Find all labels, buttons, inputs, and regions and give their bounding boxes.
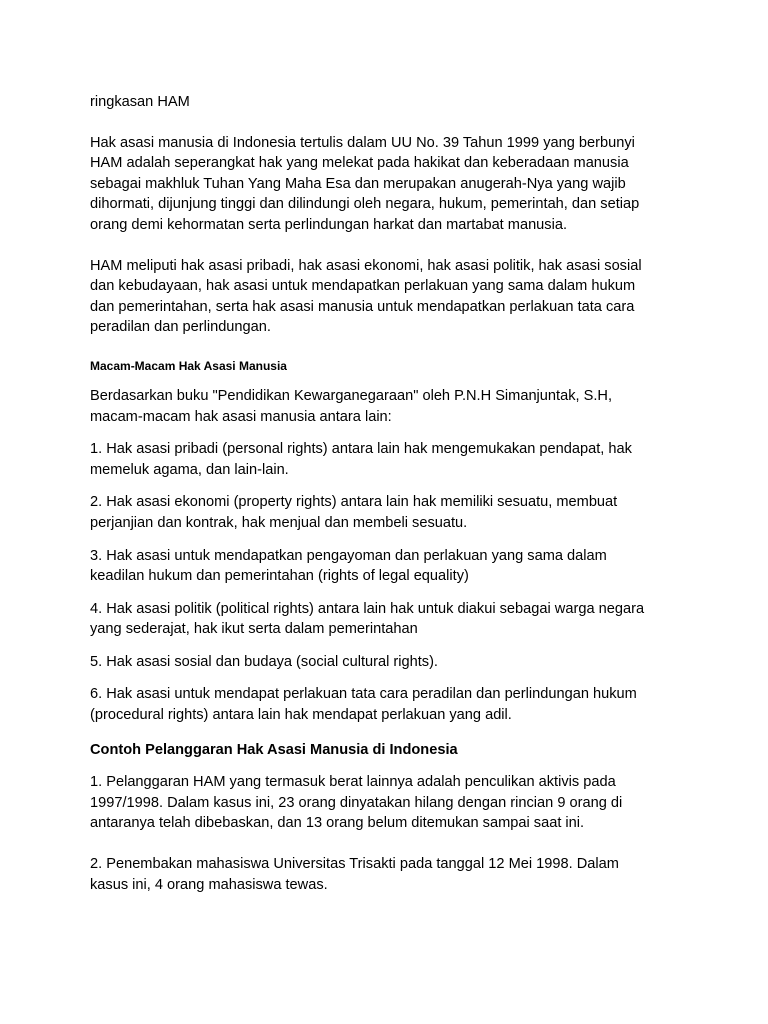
list-item-line: perjanjian dan kontrak, hak menjual dan membeli sesuatu. <box>90 514 468 531</box>
list-item <box>90 599 690 640</box>
lead-line: macam-macam hak asasi manusia antara lain: <box>90 408 392 425</box>
scope-line: HAM meliputi hak asasi pribadi, hak asasi ekonomi, hak asasi politik, hak asasi sosial <box>90 257 642 274</box>
document-page <box>90 92 690 915</box>
list-item-line: 1. Pelanggaran HAM yang termasuk berat lainnya adalah penculikan aktivis pada <box>90 774 616 791</box>
list-item-line: 5. Hak asasi sosial dan budaya (social cultural rights). <box>90 653 438 670</box>
intro-line: HAM adalah seperangkat hak yang melekat pada hakikat dan keberadaan manusia <box>90 155 629 172</box>
list-item <box>90 492 690 533</box>
list-item-line: (procedural rights) antara lain hak mendapat perlakuan yang adil. <box>90 707 512 724</box>
intro-line: Hak asasi manusia di Indonesia tertulis dalam UU No. 39 Tahun 1999 yang berbunyi <box>90 134 635 151</box>
list-item-line: 3. Hak asasi untuk mendapatkan pengayoman dan perlakuan yang sama dalam <box>90 547 607 564</box>
intro-paragraph <box>90 133 690 236</box>
list-item-line: 2. Penembakan mahasiswa Universitas Trisakti pada tanggal 12 Mei 1998. Dalam <box>90 856 619 873</box>
intro-line: dihormati, dijunjung tinggi dan dilindungi oleh negara, hukum, pemerintah, dan setiap <box>90 196 640 213</box>
section-heading-types: Macam-Macam Hak Asasi Manusia <box>90 358 287 373</box>
list-item <box>90 652 690 673</box>
list-item-line: 4. Hak asasi politik (political rights) antara lain hak untuk diakui sebagai warga negara <box>90 600 645 617</box>
list-item-line: keadilan hukum dan pemerintahan (rights of legal equality) <box>90 568 469 585</box>
types-lead-paragraph <box>90 386 690 427</box>
intro-line: orang demi kehormatan serta perlindungan harkat dan martabat manusia. <box>90 216 568 233</box>
document-title: ringkasan HAM <box>90 94 190 110</box>
list-item <box>90 684 690 725</box>
scope-line: dan pemerintahan, serta hak asasi manusia untuk mendapatkan perlakuan tata cara <box>90 298 635 315</box>
list-item <box>90 546 690 587</box>
list-item-line: 1. Hak asasi pribadi (personal rights) antara lain hak mengemukakan pendapat, hak <box>90 441 632 458</box>
section-heading-violations: Contoh Pelanggaran Hak Asasi Manusia di Indonesia <box>90 742 458 759</box>
scope-paragraph <box>90 256 690 338</box>
scope-line: dan kebudayaan, hak asasi untuk mendapatkan perlakuan yang sama dalam hukum <box>90 278 636 295</box>
scope-line: peradilan dan perlindungan. <box>90 319 271 336</box>
list-item-line: 1997/1998. Dalam kasus ini, 23 orang dinyatakan hilang dengan rincian 9 orang di <box>90 794 623 811</box>
list-item-line: yang sederajat, hak ikut serta dalam pemerintahan <box>90 621 418 638</box>
list-item <box>90 439 690 480</box>
list-item-line: antaranya telah dibebaskan, dan 13 orang belum ditemukan sampai saat ini. <box>90 815 585 832</box>
intro-line: sebagai makhluk Tuhan Yang Maha Esa dan merupakan anugerah-Nya yang wajib <box>90 175 626 192</box>
list-item-line: 6. Hak asasi untuk mendapat perlakuan tata cara peradilan dan perlindungan hukum <box>90 686 637 703</box>
list-item <box>90 772 690 834</box>
list-item-line: kasus ini, 4 orang mahasiswa tewas. <box>90 876 328 893</box>
list-item-line: memeluk agama, dan lain-lain. <box>90 461 289 478</box>
lead-line: Berdasarkan buku "Pendidikan Kewarganegaraan" oleh P.N.H Simanjuntak, S.H, <box>90 387 612 404</box>
list-item <box>90 854 690 895</box>
list-item-line: 2. Hak asasi ekonomi (property rights) antara lain hak memiliki sesuatu, membuat <box>90 494 618 511</box>
